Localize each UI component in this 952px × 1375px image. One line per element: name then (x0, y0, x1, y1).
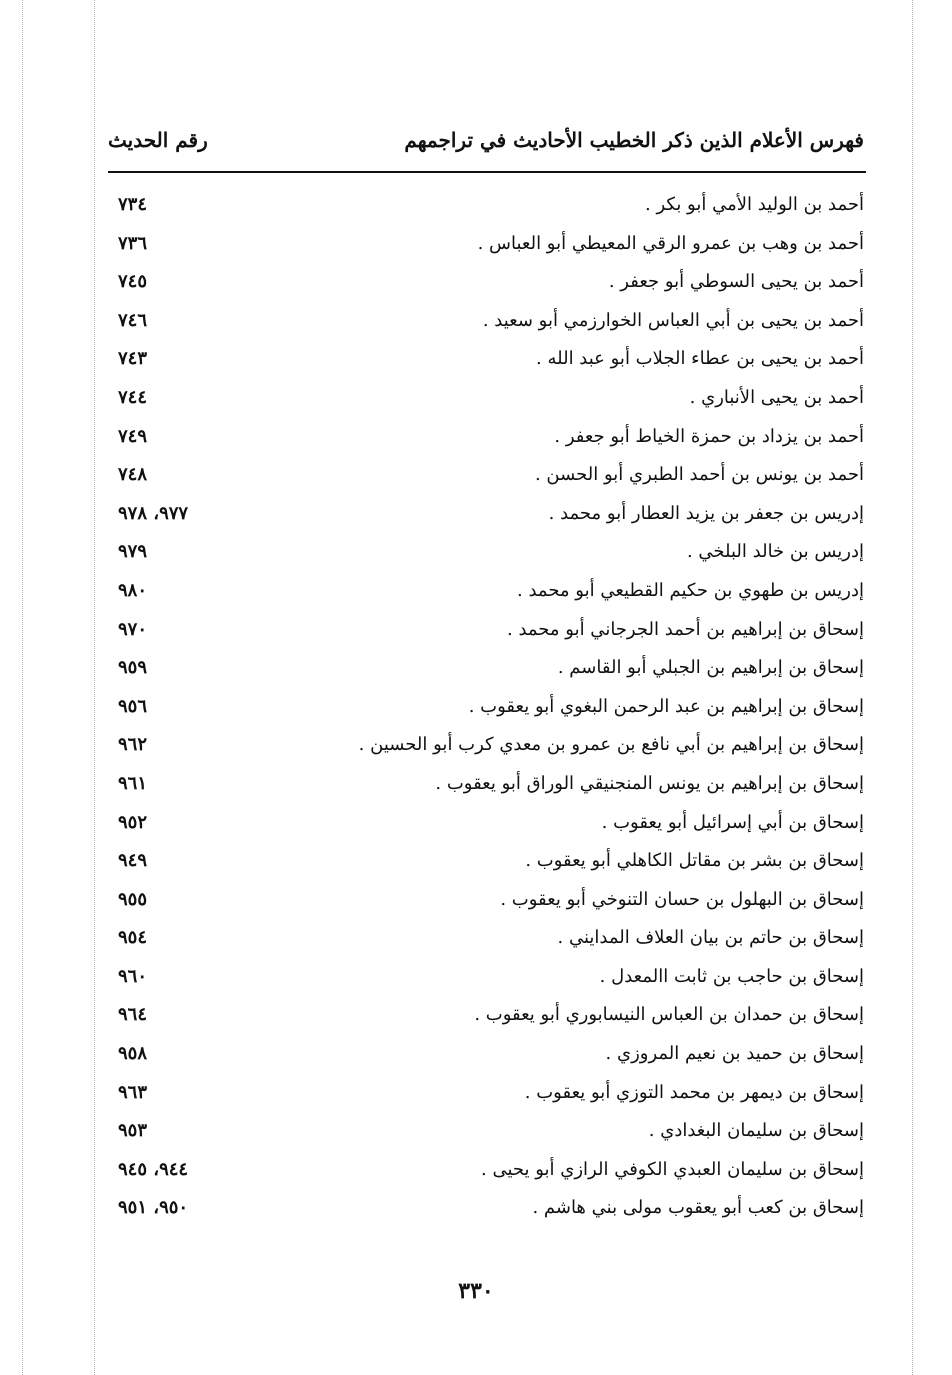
entry-hadith-numbers: ٩٦٤ (118, 1004, 148, 1026)
entry-name: أحمد بن يزداد بن حمزة الخياط أبو جعفر . (554, 425, 864, 447)
entry-hadith-numbers: ٧٣٤ (118, 194, 148, 215)
index-entry (108, 381, 864, 420)
index-entry (108, 1114, 864, 1153)
entry-name: إسحاق بن حمدان بن العباس النيسابوري أبو يعقوب . (474, 1004, 864, 1026)
entry-name: إسحاق بن سليمان البغدادي . (648, 1120, 864, 1142)
entry-name: إسحاق بن إبراهيم بن يونس المنجنيقي الوراق أبو يعقوب . (435, 772, 864, 794)
entry-name: إسحاق بن حاجب بن ثابت االمعدل . (599, 965, 864, 987)
entry-name: إسحاق بن البهلول بن حسان التنوخي أبو يعقوب . (500, 888, 864, 910)
index-entry (108, 690, 864, 729)
entry-name: أحمد بن يحيى الأنباري . (689, 386, 864, 408)
index-entry (108, 265, 864, 304)
left-fold-dots (94, 0, 95, 1375)
entry-hadith-numbers: ٩٨٠ (118, 579, 148, 601)
entry-name: أحمد بن يحيى السوطي أبو جعفر . (608, 271, 864, 293)
index-entry (108, 921, 864, 960)
entry-hadith-numbers: ٩٤٩ (118, 850, 148, 872)
index-entry (108, 613, 864, 652)
index-entry (108, 728, 864, 767)
entry-hadith-numbers: ٩٦١ (118, 772, 148, 794)
index-entry (108, 574, 864, 613)
entry-hadith-numbers: ٩٥٣ (118, 1120, 148, 1142)
index-entry (108, 1037, 864, 1076)
index-entry (108, 227, 864, 266)
entry-name: إسحاق بن حميد بن نعيم المروزي . (605, 1043, 864, 1065)
entry-hadith-numbers: ٩٦٣ (118, 1081, 148, 1103)
entry-hadith-numbers: ٩٥٦ (118, 695, 148, 717)
entry-hadith-numbers: ٩٥٨ (118, 1043, 148, 1065)
index-entry (108, 304, 864, 343)
index-entry (108, 188, 864, 227)
index-entry (108, 497, 864, 536)
index-entry (108, 806, 864, 845)
right-margin-dots (912, 0, 913, 1375)
entry-hadith-numbers: ٩٥٥ (118, 888, 148, 910)
entry-hadith-numbers: ٩٥٤ (118, 927, 148, 949)
entry-hadith-numbers: ٩٦٢ (118, 734, 148, 756)
entry-hadith-numbers: ٩٧٩ (118, 541, 148, 563)
entry-hadith-numbers: ٩٧٠ (118, 618, 148, 640)
entry-name: إسحاق بن بشر بن مقاتل الكاهلي أبو يعقوب . (525, 850, 864, 872)
index-title: فهرس الأعلام الذين ذكر الخطيب الأحاديث في تراجمهم (404, 128, 864, 152)
entry-hadith-numbers: ٧٤٦ (118, 309, 148, 331)
entry-hadith-numbers: ٩٥٠، ٩٥١ (118, 1197, 189, 1219)
entry-hadith-numbers: ٧٤٥ (118, 271, 148, 293)
entry-name: أحمد بن يحيى بن عطاء الجلاب أبو عبد الله . (536, 348, 864, 370)
page-number: ٣٣٠ (458, 1278, 494, 1304)
entry-name: إسحاق بن سليمان العبدي الكوفي الرازي أبو يحيى . (481, 1158, 864, 1180)
index-entry (108, 998, 864, 1037)
entry-hadith-numbers: ٩٧٧، ٩٧٨ (118, 502, 189, 524)
index-entry (108, 1153, 864, 1192)
entry-name: أحمد بن الوليد الأمي أبو بكر . (645, 194, 864, 215)
entry-name: أحمد بن يحيى بن أبي العباس الخوارزمي أبو سعيد . (482, 309, 864, 331)
index-entry (108, 844, 864, 883)
entry-hadith-numbers: ٩٤٤، ٩٤٥ (118, 1158, 189, 1180)
page-header (108, 128, 864, 164)
entry-name: أحمد بن يونس بن أحمد الطبري أبو الحسن . (534, 464, 864, 486)
entry-name: إسحاق بن إبراهيم بن أبي نافع بن عمرو بن معدي كرب أبو الحسين . (358, 734, 864, 756)
index-entry (108, 960, 864, 999)
entry-hadith-numbers: ٩٥٢ (118, 811, 148, 833)
hadith-number-column-label: رقم الحديث (108, 128, 208, 152)
index-entry (108, 342, 864, 381)
entry-name: إدريس بن طهوي بن حكيم القطيعي أبو محمد . (517, 579, 864, 601)
left-margin-dots (22, 0, 23, 1375)
header-divider (108, 171, 866, 173)
index-entry (108, 767, 864, 806)
entry-hadith-numbers: ٧٣٦ (118, 232, 148, 254)
entry-name: إسحاق بن إبراهيم بن عبد الرحمن البغوي أبو يعقوب . (468, 695, 864, 717)
entry-hadith-numbers: ٧٤٤ (118, 386, 148, 408)
index-entry (108, 420, 864, 459)
entry-name: إسحاق بن ديمهر بن محمد التوزي أبو يعقوب . (524, 1081, 864, 1103)
entry-name: إدريس بن خالد البلخي . (686, 541, 864, 563)
entry-name: إسحاق بن أبي إسرائيل أبو يعقوب . (601, 811, 864, 833)
index-entries (108, 188, 864, 1230)
index-entry (108, 1076, 864, 1115)
index-entry (108, 883, 864, 922)
index-entry (108, 1191, 864, 1230)
entry-name: أحمد بن وهب بن عمرو الرقي المعيطي أبو العباس . (477, 232, 864, 254)
entry-hadith-numbers: ٩٦٠ (118, 965, 148, 987)
entry-name: إدريس بن جعفر بن يزيد العطار أبو محمد . (548, 502, 864, 524)
entry-name: إسحاق بن حاتم بن بيان العلاف المدايني . (557, 927, 864, 949)
entry-hadith-numbers: ٧٤٣ (118, 348, 148, 370)
entry-name: إسحاق بن إبراهيم بن أحمد الجرجاني أبو محمد . (507, 618, 864, 640)
entry-name: إسحاق بن إبراهيم بن الجبلي أبو القاسم . (557, 657, 864, 679)
entry-hadith-numbers: ٩٥٩ (118, 657, 148, 679)
entry-hadith-numbers: ٧٤٩ (118, 425, 148, 447)
entry-name: إسحاق بن كعب أبو يعقوب مولى بني هاشم . (532, 1197, 864, 1219)
index-entry (108, 651, 864, 690)
entry-hadith-numbers: ٧٤٨ (118, 464, 148, 486)
index-entry (108, 458, 864, 497)
index-entry (108, 535, 864, 574)
